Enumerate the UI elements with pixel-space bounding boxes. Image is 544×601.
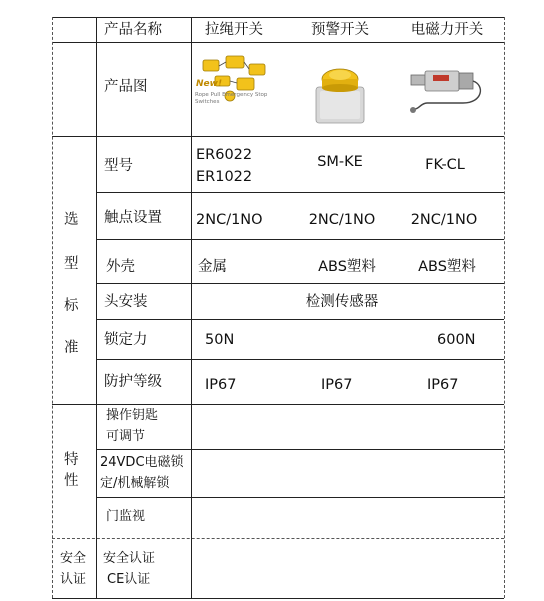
- key-row-bottom-line: [96, 449, 504, 450]
- group-char-3: 标: [64, 298, 79, 314]
- right-border: [504, 17, 505, 598]
- unlock-row-bottom-line: [96, 497, 504, 498]
- new-badge: New!: [196, 79, 223, 89]
- group-char-1: 选: [64, 212, 79, 228]
- label-column-divider-bottom: [191, 319, 192, 598]
- head-merged-value: 检测传感器: [305, 294, 379, 310]
- product-image-label: 产品图: [104, 79, 148, 95]
- housing-col2: ABS塑料: [318, 259, 376, 275]
- protection-col3: IP67: [427, 377, 459, 393]
- contacts-col2: 2NC/1NO: [308, 212, 376, 228]
- left-border: [52, 17, 53, 598]
- lock-row-bottom-line: [96, 359, 504, 360]
- contacts-label: 触点设置: [104, 210, 162, 226]
- safety-group-b: 认证: [60, 572, 87, 587]
- model-col3: FK-CL: [425, 157, 465, 173]
- contacts-row-bottom-line: [96, 239, 504, 240]
- col1-header: 拉绳开关: [205, 22, 263, 38]
- unlock-label-a: 24VDC电磁锁: [100, 455, 184, 470]
- safety-label-b: CE认证: [107, 572, 151, 587]
- group-column-divider: [96, 17, 97, 598]
- protection-label: 防护等级: [104, 374, 162, 390]
- housing-col1: 金属: [198, 259, 227, 275]
- housing-row-bottom-line: [96, 283, 504, 284]
- group-char-4: 准: [64, 340, 79, 356]
- model-col1-a: ER6022: [196, 147, 253, 163]
- model-row-bottom-line: [96, 192, 504, 193]
- header-bottom-line: [52, 42, 504, 43]
- electromagnetic-switch-image: [403, 59, 487, 117]
- key-label-a: 操作钥匙: [106, 408, 159, 423]
- model-col2: SM-KE: [317, 154, 363, 170]
- protection-col1: IP67: [205, 377, 237, 393]
- features-group-bottom-line: [52, 538, 504, 539]
- features-char-1: 特: [64, 452, 79, 468]
- contacts-col3: 2NC/1NO: [410, 212, 478, 228]
- housing-label: 外壳: [106, 259, 135, 275]
- safety-label-a: 安全认证: [103, 551, 156, 566]
- col2-header: 预警开关: [311, 22, 369, 38]
- group-char-2: 型: [64, 256, 79, 272]
- warning-switch-image: [310, 57, 368, 125]
- lock-force-label: 锁定力: [104, 332, 148, 348]
- model-label: 型号: [104, 158, 133, 174]
- product-name-header: 产品名称: [104, 22, 162, 38]
- housing-col3: ABS塑料: [418, 259, 476, 275]
- model-col1-b: ER1022: [196, 169, 253, 185]
- col3-header: 电磁力开关: [410, 22, 484, 38]
- label-column-divider-top: [191, 17, 192, 319]
- lock-force-col1: 50N: [205, 332, 235, 348]
- door-monitor-label: 门监视: [106, 509, 146, 524]
- rope-pull-caption: Rope Pull Emergency Stop Switches: [195, 92, 268, 105]
- image-row-bottom-line: [52, 136, 504, 137]
- protection-col2: IP67: [321, 377, 353, 393]
- safety-group-a: 安全: [60, 551, 87, 566]
- table-top-border: [52, 17, 504, 18]
- lock-force-col3: 600N: [437, 332, 476, 348]
- unlock-label-b: 定/机械解锁: [100, 476, 170, 491]
- head-row-bottom-line: [96, 319, 504, 320]
- table-bottom-border: [52, 598, 504, 599]
- features-char-2: 性: [64, 473, 79, 489]
- head-label: 头安装: [104, 294, 148, 310]
- contacts-col1: 2NC/1NO: [196, 212, 263, 228]
- key-label-b: 可调节: [106, 429, 146, 444]
